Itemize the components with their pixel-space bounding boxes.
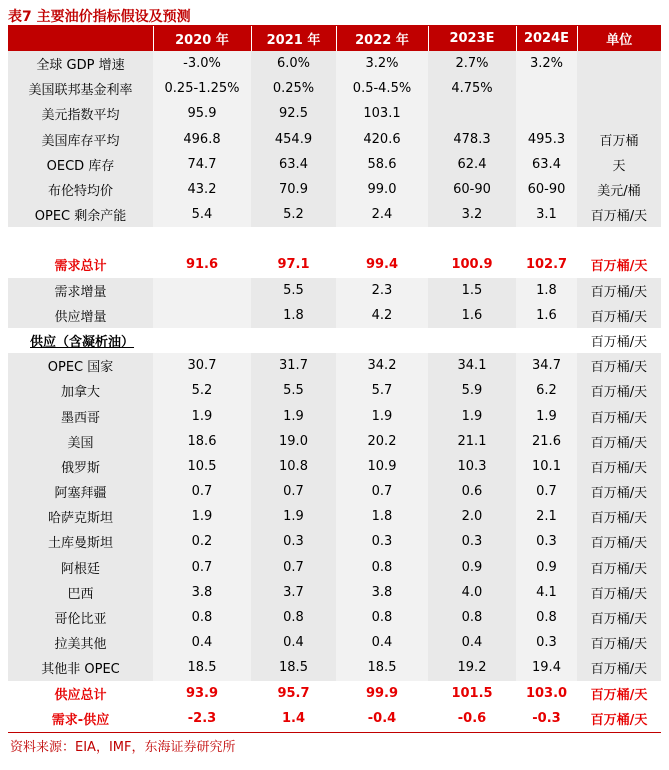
value-cell: 1.9 <box>251 403 336 428</box>
value-cell: 3.1 <box>516 202 577 227</box>
unit-cell: 百万桶/天 <box>577 655 661 680</box>
value-cell: 6.0% <box>251 51 336 76</box>
value-cell: 1.8 <box>251 303 336 328</box>
value-cell: 101.5 <box>451 685 493 701</box>
value-cell: 62.4 <box>428 152 516 177</box>
value-cell: 18.5 <box>251 655 336 680</box>
value-cell: 4.0 <box>428 580 516 605</box>
row-label: 阿塞拜疆 <box>8 479 153 504</box>
value-cell: 10.5 <box>153 454 251 479</box>
header-cell-2024e: 2024E <box>516 26 577 51</box>
value-cell: 18.6 <box>153 429 251 454</box>
value-cell: 0.3 <box>516 630 577 655</box>
value-cell: 34.2 <box>336 353 428 378</box>
value-cell: 3.2% <box>516 51 577 76</box>
row-label: 阿根廷 <box>8 555 153 580</box>
value-cell: 5.2 <box>153 378 251 403</box>
unit-cell: 百万桶/天 <box>577 529 661 554</box>
header-cell-2022: 2022 年 <box>336 26 428 51</box>
value-cell: 4.1 <box>516 580 577 605</box>
value-cell: 0.8 <box>251 605 336 630</box>
value-cell: 0.4 <box>336 630 428 655</box>
spacer-row <box>8 227 661 252</box>
table-row <box>8 378 661 403</box>
row-label: 土库曼斯坦 <box>8 529 153 554</box>
unit-cell <box>577 101 661 126</box>
value-cell: 31.7 <box>251 353 336 378</box>
table-row <box>8 529 661 554</box>
unit-cell: 百万桶/天 <box>577 630 661 655</box>
value-cell: 5.9 <box>428 378 516 403</box>
value-cell: 0.3 <box>428 529 516 554</box>
value-cell: 0.7 <box>336 479 428 504</box>
unit-cell <box>577 51 661 76</box>
row-label: OPEC 剩余产能 <box>8 202 153 227</box>
value-cell: -2.3 <box>187 710 217 726</box>
value-cell <box>153 278 251 303</box>
table-body <box>8 51 661 731</box>
row-label: 其他非 OPEC <box>8 655 153 680</box>
header-cell-2020: 2020 年 <box>153 26 251 51</box>
value-cell: 103.1 <box>336 101 428 126</box>
value-cell: 0.3 <box>336 529 428 554</box>
value-cell: 0.7 <box>251 555 336 580</box>
value-cell: 0.3 <box>251 529 336 554</box>
value-cell: 95.9 <box>153 101 251 126</box>
value-cell: 21.1 <box>428 429 516 454</box>
header-cell-unit: 单位 <box>577 26 661 51</box>
value-cell: 58.6 <box>336 152 428 177</box>
value-cell: 0.2 <box>153 529 251 554</box>
row-label: 墨西哥 <box>8 403 153 428</box>
value-cell <box>428 101 516 126</box>
value-cell <box>428 328 516 353</box>
value-cell: 10.9 <box>336 454 428 479</box>
value-cell: 1.6 <box>516 303 577 328</box>
value-cell <box>153 227 251 252</box>
unit-cell: 百万桶/天 <box>577 454 661 479</box>
value-cell: 3.7 <box>251 580 336 605</box>
value-cell: 454.9 <box>251 127 336 152</box>
table-row <box>8 681 661 706</box>
table-row <box>8 429 661 454</box>
header-row <box>8 26 661 51</box>
value-cell: 1.6 <box>428 303 516 328</box>
value-cell <box>516 76 577 101</box>
value-cell: 2.1 <box>516 504 577 529</box>
value-cell: 1.9 <box>336 403 428 428</box>
value-cell: 0.25% <box>251 76 336 101</box>
value-cell: 3.8 <box>336 580 428 605</box>
row-label: 美国 <box>8 429 153 454</box>
value-cell: 0.7 <box>153 555 251 580</box>
value-cell: 0.8 <box>516 605 577 630</box>
value-cell: 0.4 <box>428 630 516 655</box>
unit-cell: 百万桶/天 <box>590 712 648 728</box>
source-note: 资料来源：EIA，IMF，东海证券研究所 <box>10 740 236 755</box>
table-row <box>8 605 661 630</box>
value-cell: 2.4 <box>336 202 428 227</box>
value-cell <box>336 227 428 252</box>
unit-cell: 百万桶/天 <box>577 580 661 605</box>
value-cell: 2.7% <box>428 51 516 76</box>
value-cell: 0.8 <box>428 605 516 630</box>
row-label <box>8 328 153 353</box>
bottom-divider <box>8 732 661 733</box>
value-cell <box>153 303 251 328</box>
value-cell: 3.8 <box>153 580 251 605</box>
row-label: OPEC 国家 <box>8 353 153 378</box>
value-cell: 97.1 <box>277 257 310 273</box>
unit-cell: 百万桶/天 <box>577 378 661 403</box>
value-cell: 2.0 <box>428 504 516 529</box>
value-cell: 0.8 <box>336 555 428 580</box>
row-label: 供应总计 <box>54 687 107 703</box>
value-cell: -3.0% <box>153 51 251 76</box>
unit-cell <box>577 227 661 252</box>
value-cell: 60-90 <box>428 177 516 202</box>
value-cell: 0.8 <box>336 605 428 630</box>
value-cell: 21.6 <box>516 429 577 454</box>
value-cell: 60-90 <box>516 177 577 202</box>
value-cell: 478.3 <box>428 127 516 152</box>
value-cell: 0.9 <box>428 555 516 580</box>
value-cell: 4.75% <box>428 76 516 101</box>
row-label: 哥伦比亚 <box>8 605 153 630</box>
row-label <box>8 227 153 252</box>
value-cell: 92.5 <box>251 101 336 126</box>
unit-cell: 百万桶/天 <box>577 605 661 630</box>
value-cell: 70.9 <box>251 177 336 202</box>
header-cell-2023e: 2023E <box>428 26 516 51</box>
row-label: 俄罗斯 <box>8 454 153 479</box>
value-cell: 0.7 <box>516 479 577 504</box>
table-row <box>8 454 661 479</box>
value-cell: 0.3 <box>516 529 577 554</box>
table-row <box>8 101 661 126</box>
value-cell: 1.9 <box>153 504 251 529</box>
value-cell: 496.8 <box>153 127 251 152</box>
value-cell: 18.5 <box>336 655 428 680</box>
value-cell <box>516 227 577 252</box>
value-cell: 3.2 <box>428 202 516 227</box>
value-cell: 5.5 <box>251 278 336 303</box>
value-cell: 3.2% <box>336 51 428 76</box>
value-cell: 103.0 <box>525 685 568 701</box>
unit-cell: 百万桶/天 <box>577 278 661 303</box>
value-cell: 74.7 <box>153 152 251 177</box>
value-cell <box>251 328 336 353</box>
value-cell: 4.2 <box>336 303 428 328</box>
table-title: 表7 主要油价指标假设及预测 <box>8 9 191 25</box>
value-cell: 34.7 <box>516 353 577 378</box>
table-row <box>8 252 661 277</box>
value-cell <box>516 101 577 126</box>
row-label: 拉美其他 <box>8 630 153 655</box>
row-label: 需求增量 <box>8 278 153 303</box>
row-label: OECD 库存 <box>8 152 153 177</box>
value-cell: 0.25-1.25% <box>153 76 251 101</box>
value-cell: 19.0 <box>251 429 336 454</box>
value-cell: 1.8 <box>336 504 428 529</box>
value-cell: 1.9 <box>428 403 516 428</box>
value-cell: 1.9 <box>251 504 336 529</box>
value-cell: 100.9 <box>451 257 493 273</box>
table-row <box>8 580 661 605</box>
value-cell: 43.2 <box>153 177 251 202</box>
value-cell: 0.8 <box>153 605 251 630</box>
value-cell: 420.6 <box>336 127 428 152</box>
row-label: 供应增量 <box>8 303 153 328</box>
header-cell-2021: 2021 年 <box>251 26 336 51</box>
value-cell <box>516 328 577 353</box>
row-label: 布伦特均价 <box>8 177 153 202</box>
unit-cell: 百万桶/天 <box>590 259 648 275</box>
table-row <box>8 706 661 731</box>
table-row <box>8 555 661 580</box>
value-cell <box>428 227 516 252</box>
value-cell: 5.7 <box>336 378 428 403</box>
table-row <box>8 76 661 101</box>
unit-cell: 百万桶/天 <box>577 303 661 328</box>
row-label: 美国联邦基金利率 <box>8 76 153 101</box>
value-cell: 34.1 <box>428 353 516 378</box>
table-row <box>8 630 661 655</box>
unit-cell: 百万桶/天 <box>577 429 661 454</box>
unit-cell: 百万桶 <box>577 127 661 152</box>
unit-cell: 百万桶/天 <box>590 334 648 350</box>
table-row <box>8 127 661 152</box>
table-row <box>8 504 661 529</box>
value-cell: 19.4 <box>516 655 577 680</box>
value-cell: 1.9 <box>516 403 577 428</box>
value-cell: 1.5 <box>428 278 516 303</box>
unit-cell: 百万桶/天 <box>590 687 648 703</box>
value-cell: 91.6 <box>185 257 219 273</box>
value-cell: 99.4 <box>365 257 399 273</box>
value-cell: 10.3 <box>428 454 516 479</box>
value-cell: 1.8 <box>516 278 577 303</box>
unit-cell <box>577 76 661 101</box>
value-cell: -0.3 <box>532 710 561 726</box>
value-cell: 1.4 <box>281 710 306 726</box>
unit-cell: 百万桶/天 <box>577 555 661 580</box>
row-label: 需求总计 <box>54 259 107 275</box>
table-row <box>8 303 661 328</box>
value-cell: 495.3 <box>516 127 577 152</box>
table-row <box>8 353 661 378</box>
table-row <box>8 152 661 177</box>
value-cell: 95.7 <box>277 685 310 701</box>
row-label: 美元指数平均 <box>8 101 153 126</box>
value-cell: 0.7 <box>251 479 336 504</box>
header-cell-label <box>8 26 153 51</box>
value-cell: 102.7 <box>525 257 568 273</box>
value-cell <box>336 328 428 353</box>
value-cell <box>153 328 251 353</box>
oil-indicator-table <box>8 26 661 731</box>
value-cell: 5.2 <box>251 202 336 227</box>
table-row <box>8 403 661 428</box>
unit-cell: 天 <box>577 152 661 177</box>
unit-cell: 百万桶/天 <box>577 479 661 504</box>
value-cell: 30.7 <box>153 353 251 378</box>
table-row <box>8 202 661 227</box>
value-cell: 0.4 <box>251 630 336 655</box>
unit-cell: 百万桶/天 <box>577 504 661 529</box>
table-row <box>8 177 661 202</box>
value-cell: 1.9 <box>153 403 251 428</box>
value-cell: 93.9 <box>185 685 219 701</box>
value-cell: 6.2 <box>516 378 577 403</box>
table-row <box>8 51 661 76</box>
value-cell: 10.8 <box>251 454 336 479</box>
row-label: 美国库存平均 <box>8 127 153 152</box>
value-cell: 10.1 <box>516 454 577 479</box>
value-cell: 19.2 <box>428 655 516 680</box>
table-row <box>8 278 661 303</box>
unit-cell: 百万桶/天 <box>577 202 661 227</box>
value-cell: 0.9 <box>516 555 577 580</box>
value-cell: 0.6 <box>428 479 516 504</box>
unit-cell: 美元/桶 <box>577 177 661 202</box>
value-cell: 2.3 <box>336 278 428 303</box>
value-cell: 20.2 <box>336 429 428 454</box>
unit-cell: 百万桶/天 <box>577 353 661 378</box>
row-label: 需求-供应 <box>51 712 110 728</box>
value-cell: -0.4 <box>367 710 397 726</box>
value-cell: 99.0 <box>336 177 428 202</box>
table-row <box>8 479 661 504</box>
row-label: 加拿大 <box>8 378 153 403</box>
value-cell: 99.9 <box>365 685 399 701</box>
unit-cell: 百万桶/天 <box>577 403 661 428</box>
section-label: 供应（含凝析油） <box>30 334 135 350</box>
value-cell: 5.5 <box>251 378 336 403</box>
section-row <box>8 328 661 353</box>
value-cell: 18.5 <box>153 655 251 680</box>
row-label: 巴西 <box>8 580 153 605</box>
value-cell: 63.4 <box>251 152 336 177</box>
value-cell: 0.4 <box>153 630 251 655</box>
value-cell: -0.6 <box>457 710 487 726</box>
value-cell: 5.4 <box>153 202 251 227</box>
value-cell: 0.5-4.5% <box>336 76 428 101</box>
row-label: 哈萨克斯坦 <box>8 504 153 529</box>
value-cell <box>251 227 336 252</box>
table-row <box>8 655 661 680</box>
row-label: 全球 GDP 增速 <box>8 51 153 76</box>
value-cell: 0.7 <box>153 479 251 504</box>
value-cell: 63.4 <box>516 152 577 177</box>
